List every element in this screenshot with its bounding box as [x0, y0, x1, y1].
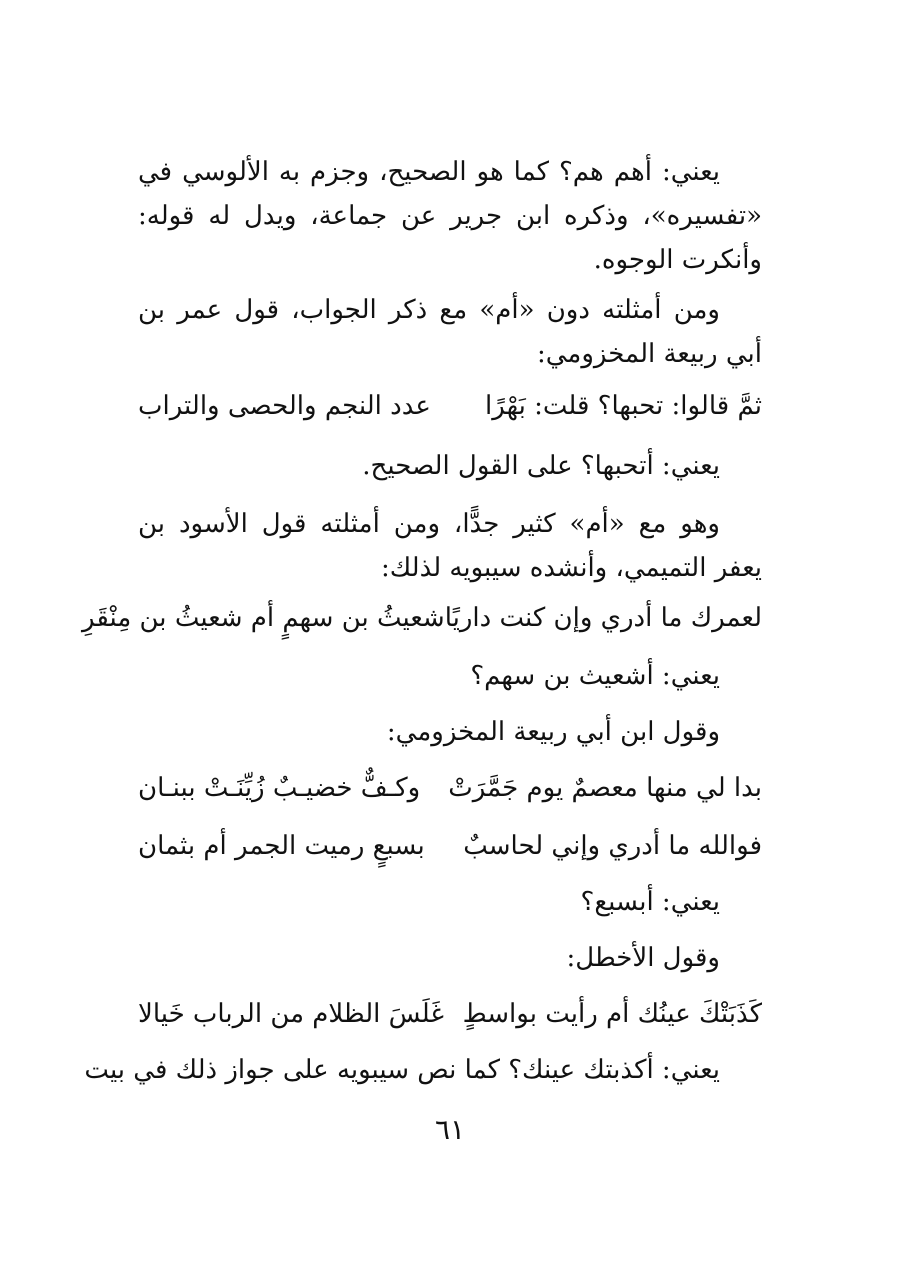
explanation-line-6: يعني: أكذبتك عينك؟ كما نص سيبويه على جواز ذلك في بيت: [84, 1055, 720, 1085]
explanation-line-3: وقول ابن أبي ربيعة المخزومي:: [386, 717, 720, 747]
verse-1-first-hemistich: ثمَّ قالوا: تحبها؟ قلت: بَهْرًا: [485, 391, 762, 421]
paragraph-2: ومن أمثلته دون «أم» مع ذكر الجواب، قول عمر بن أبي ربيعة المخزومي:: [138, 295, 762, 369]
verse-2-second-hemistich: شعيثُ بن سهمٍ أم شعيثُ بن مِنْقَرِ: [81, 603, 445, 633]
verse-4-first-hemistich: فوالله ما أدري وإني لحاسبٌ: [463, 831, 762, 861]
verse-5: [138, 992, 762, 1036]
paragraph-1: يعني: أهم هم؟ كما هو الصحيح، وجزم به الألوسي في «تفسيره»، وذكره ابن جرير عن جماعة، ويدل له قوله: وأنكرت الوجوه.: [138, 157, 762, 275]
explanation-line-4: يعني: أبسبع؟: [580, 887, 720, 917]
explanation-line-1: يعني: أتحبها؟ على القول الصحيح.: [362, 451, 720, 481]
paragraph-3: وهو مع «أم» كثير جدًّا، ومن أمثلته قول الأسود بن يعفر التميمي، وأنشده سيبويه لذلك:: [138, 509, 762, 583]
verse-4: [138, 824, 762, 868]
verse-3-first-hemistich: بدا لي منها معصمٌ يوم جَمَّرَتْ: [448, 773, 762, 803]
verse-1: [138, 384, 762, 428]
verse-5-second-hemistich: غَلَسَ الظلام من الرباب خَيالا: [138, 999, 445, 1029]
verse-4-second-hemistich: بسبعٍ رميت الجمر أم بثمان: [138, 831, 425, 861]
verse-2-first-hemistich: لعمرك ما أدري وإن كنت داريًا: [444, 603, 762, 633]
verse-3: [138, 766, 762, 810]
verse-2: [81, 596, 762, 640]
verse-1-second-hemistich: عدد النجم والحصى والتراب: [138, 391, 431, 421]
explanation-line-2: يعني: أشعيث بن سهم؟: [470, 661, 720, 691]
explanation-line-5: وقول الأخطل:: [566, 943, 720, 973]
page-number: ٦١: [434, 1113, 466, 1146]
verse-3-second-hemistich: وكـفٌّ خضيـبٌ زُيِّنَـتْ ببنـان: [138, 773, 421, 803]
verse-5-first-hemistich: كَذَبَتْكَ عينُك أم رأيت بواسطٍ: [462, 999, 762, 1029]
